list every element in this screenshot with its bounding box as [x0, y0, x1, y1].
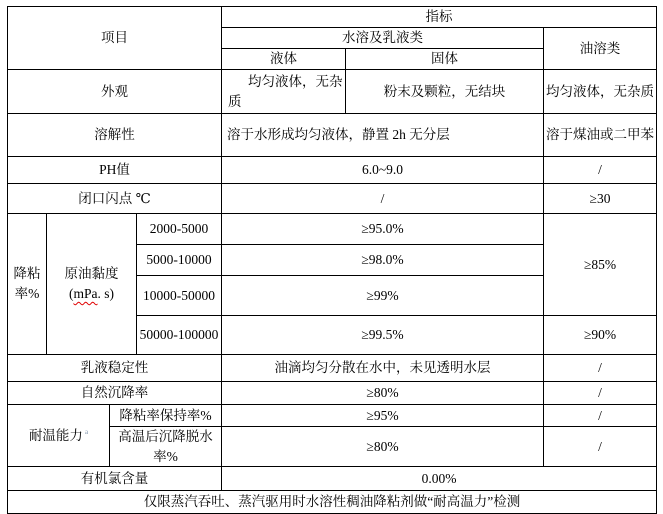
cell-water-emulsion-header: 水溶及乳液类: [222, 28, 544, 49]
cell-solubility-label: 溶解性: [8, 114, 222, 157]
cell-temp-resistance-label: [8, 405, 110, 467]
cell-natural-settling-label: 自然沉降率: [8, 382, 222, 405]
cell-range-4-value: ≥99.5%: [222, 316, 544, 355]
cell-crude-viscosity-label: [47, 214, 137, 355]
cell-dehydration-rate-value: ≥80%: [222, 427, 544, 467]
crude-viscosity-unit: [49, 284, 134, 304]
spec-table: [7, 6, 657, 514]
cell-natural-settling-water: ≥80%: [222, 382, 544, 405]
cell-oil-high-value: ≥90%: [544, 316, 657, 355]
row-organic-chlorine: [8, 467, 657, 491]
crude-viscosity-title: 原油黏度: [64, 266, 119, 282]
cell-indicator-header: 指标: [222, 7, 657, 28]
cell-footnote: 仅限蒸汽吞吐、蒸汽驱用时水溶性稠油降粘剂做“耐高温力”检测: [8, 491, 657, 514]
unit-paren-open: (: [68, 286, 74, 301]
row-appearance: [8, 70, 657, 114]
appearance-liquid-line2: 质: [228, 93, 242, 109]
cell-ph-label: PH值: [8, 157, 222, 184]
cell-retention-rate-oil: /: [544, 405, 657, 427]
cell-solubility-oil: 溶于煤油或二甲苯: [544, 114, 657, 157]
row-footnote: [8, 491, 657, 514]
footnote-marker-a: a: [84, 428, 89, 437]
cell-emulsion-stability-label: 乳液稳定性: [8, 355, 222, 382]
cell-range-2-value: ≥98.0%: [222, 245, 544, 276]
cell-flash-point-label: 闭口闪点 ℃: [8, 184, 222, 214]
cell-appearance-label: 外观: [8, 70, 222, 114]
appearance-liquid-line1: 均匀液体，无杂: [248, 73, 343, 89]
row-temp-resistance-1: [8, 405, 657, 427]
cell-emulsion-stability-water: 油滴均匀分散在水中，未见透明水层: [222, 355, 544, 382]
row-emulsion-stability: [8, 355, 657, 382]
cell-item-header: 项目: [8, 7, 222, 70]
cell-viscosity-reduction-label: 降粘率%: [8, 214, 47, 355]
row-header-1: [8, 7, 657, 28]
cell-liquid-header: 液体: [222, 49, 346, 70]
row-viscosity-1: [8, 214, 657, 245]
unit-mpa-spellcheck: mPa: [73, 286, 98, 301]
row-ph: [8, 157, 657, 184]
cell-natural-settling-oil: /: [544, 382, 657, 405]
cell-emulsion-stability-oil: /: [544, 355, 657, 382]
cell-dehydration-rate-label: 高温后沉降脱水率%: [110, 427, 222, 467]
cell-dehydration-rate-oil: /: [544, 427, 657, 467]
cell-range-3: 10000-50000: [137, 276, 222, 316]
cell-ph-water: 6.0~9.0: [222, 157, 544, 184]
cell-appearance-solid: 粉末及颗粒，无结块: [346, 70, 544, 114]
row-flash-point: [8, 184, 657, 214]
row-solubility: [8, 114, 657, 157]
cell-retention-rate-value: ≥95%: [222, 405, 544, 427]
cell-ph-oil: /: [544, 157, 657, 184]
temp-resistance-text: 耐温能力: [28, 427, 83, 443]
cell-appearance-liquid: [222, 70, 346, 114]
cell-range-2: 5000-10000: [137, 245, 222, 276]
cell-oil-soluble-header: 油溶类: [544, 28, 657, 70]
unit-rest: . s): [97, 286, 114, 301]
cell-solubility-water: 溶于水形成均匀液体，静置 2h 无分层: [222, 114, 544, 157]
cell-range-4: 50000-100000: [137, 316, 222, 355]
cell-retention-rate-label: 降粘率保持率%: [110, 405, 222, 427]
cell-organic-chlorine-label: 有机氯含量: [8, 467, 222, 491]
cell-appearance-oil: 均匀液体，无杂质: [544, 70, 657, 114]
cell-range-1-value: ≥95.0%: [222, 214, 544, 245]
cell-organic-chlorine-value: 0.00%: [222, 467, 657, 491]
cell-range-3-value: ≥99%: [222, 276, 544, 316]
row-natural-settling: [8, 382, 657, 405]
cell-range-1: 2000-5000: [137, 214, 222, 245]
cell-flash-point-oil: ≥30: [544, 184, 657, 214]
cell-solid-header: 固体: [346, 49, 544, 70]
cell-flash-point-water: /: [222, 184, 544, 214]
cell-oil-low-value: ≥85%: [544, 214, 657, 316]
